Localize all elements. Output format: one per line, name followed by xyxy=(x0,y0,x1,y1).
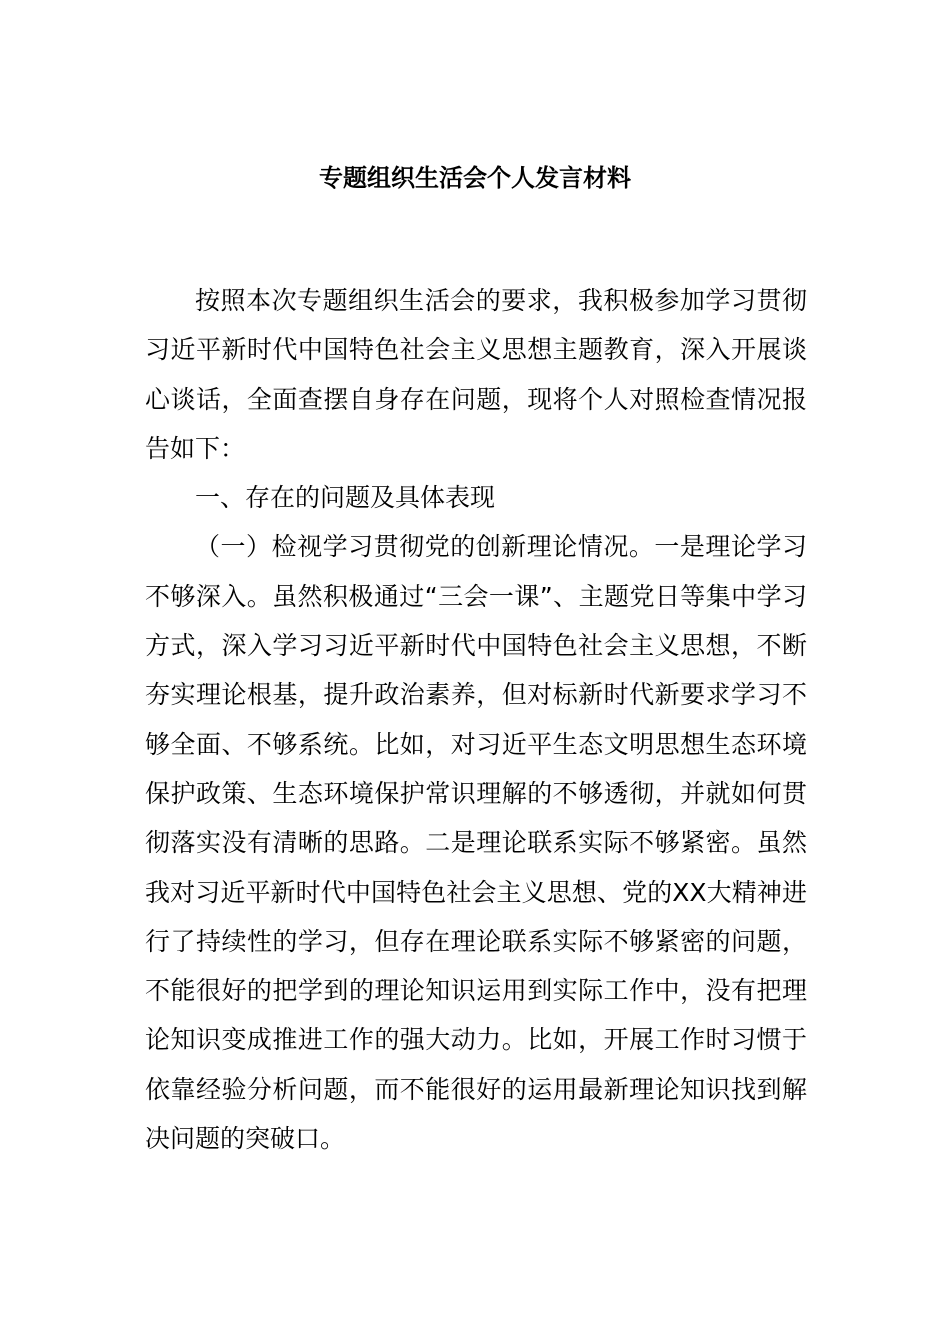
section-heading-1: 一、存在的问题及具体表现 xyxy=(195,483,496,513)
document-body xyxy=(145,276,807,1163)
intro-paragraph: 按照本次专题组织生活会的要求，我积极参加学习贯彻习近平新时代中国特色社会主义思想主题教育，深入开展谈心谈话，全面查摆自身存在问题，现将个人对照检查情况报告如下： xyxy=(145,286,807,463)
subsection-paragraph-1: （一）检视学习贯彻党的创新理论情况。一是理论学习不够深入。虽然积极通过“三会一课”、主题党日等集中学习方式，深入学习习近平新时代中国特色社会主义思想，不断夯实理论根基，提升政治素养，但对标新时代新要求学习不够全面、不够系统。比如，对习近平生态文明思想生态环境保护政策、生态环境保护常识理解的不够透彻，并就如何贯彻落实没有清晰的思路。二是理论联系实际不够紧密。虽然我对习近平新时代中国特色社会主义思想、党的XX大精神进行了持续性的学习，但存在理论联系实际不够紧密的问题，不能很好的把学到的理论知识运用到实际工作中，没有把理论知识变成推进工作的强大动力。比如，开展工作时习惯于依靠经验分析问题，而不能很好的运用最新理论知识找到解决问题的突破口。 xyxy=(145,532,807,1154)
document-title: 专题组织生活会个人发言材料 xyxy=(319,164,631,192)
